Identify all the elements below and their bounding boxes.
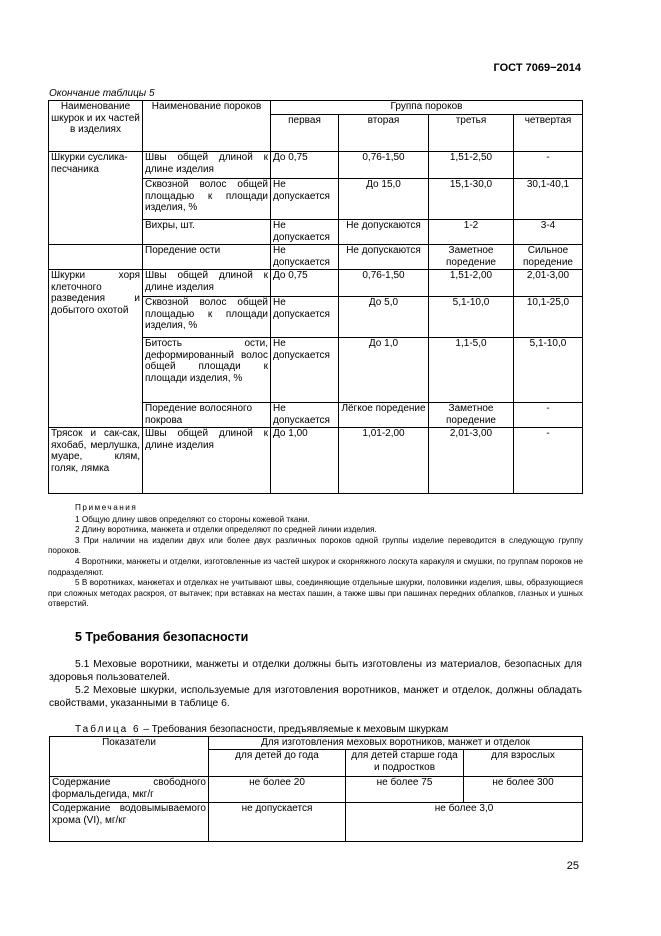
defect-name: Поредение волосяного покрова [143, 403, 271, 428]
value-third: 1,51-2,00 [429, 270, 514, 297]
value-first: Не допускается [271, 245, 339, 270]
defect-name: Сквозной волос общей площадью к площади изделия, % [143, 179, 271, 220]
defect-name: Вихры, шт. [143, 220, 271, 245]
value-second: До 5,0 [339, 297, 429, 338]
value-fourth: 30,1-40,1 [514, 179, 583, 220]
table-row [49, 428, 583, 494]
value-first: Не допускается [271, 220, 339, 245]
value-children-older: не более 75 [346, 777, 464, 803]
value-fourth: 5,1-10,0 [514, 338, 583, 403]
value-second: Не допускаются [339, 245, 429, 270]
th-children-small: для детей до года [209, 750, 346, 777]
indicator-name: Содержание свободного формальдегида, мкг/г [50, 777, 209, 803]
defect-name: Битость ости, деформированный волос общей площади к площади изделия, % [143, 338, 271, 403]
table6-caption-label: Таблица 6 [75, 724, 141, 735]
table-row [50, 777, 583, 803]
skin-name: Шкурки суслика-песчаника [49, 152, 143, 245]
note-3: 3 При наличии на изделии двух или более двух различных пороков одной группы изделие переводится в следующую группу пороков. [48, 535, 583, 556]
paragraph-5-1: 5.1 Меховые воротники, манжеты и отделки должны быть изготовлены из материалов, безопасных для здоровья пользователей. [49, 659, 582, 683]
defect-name: Швы общей длиной к длине изделия [143, 428, 271, 494]
table-row [49, 270, 583, 297]
paragraph-5-2: 5.2 Меховые шкурки, используемые для изготовления воротников, манжет и отделок, должны обладать свойствами, указанными в таблице 6. [49, 685, 582, 709]
defect-name: Поредение ости [143, 245, 271, 270]
note-4: 4 Воротники, манжеты и отделки, изготовленные из частей шкурок и скорняжного лоскута каракуля и смушки, по группам пороков не подразделяют. [48, 556, 583, 577]
value-second: Не допускаются [339, 220, 429, 245]
value-third: 2,01-3,00 [429, 428, 514, 494]
value-first: До 1,00 [271, 428, 339, 494]
defect-name: Сквозной волос общей площадью к площади изделия, % [143, 297, 271, 338]
value-third: 15,1-30,0 [429, 179, 514, 220]
value-fourth: - [514, 403, 583, 428]
th-skins: Наименование шкурок и их частей в изделиях [49, 101, 143, 152]
page-number: 25 [566, 860, 579, 872]
value-second: Лёгкое поредение [339, 403, 429, 428]
note-2: 2 Длину воротника, манжета и отделки определяют по средней линии изделия. [75, 525, 377, 535]
value-older-and-adults: не более 3,0 [346, 803, 583, 842]
value-fourth: - [514, 428, 583, 494]
value-first: Не допускается [271, 403, 339, 428]
value-third: 1,1-5,0 [429, 338, 514, 403]
table6-caption [75, 724, 448, 735]
th-for-manufacture: Для изготовления меховых воротников, манжет и отделок [209, 737, 583, 750]
standard-number: ГОСТ 7069−2014 [493, 62, 581, 74]
value-third: 5,1-10,0 [429, 297, 514, 338]
value-third: Заметное поредение [429, 245, 514, 270]
th-first: первая [271, 115, 339, 152]
value-fourth: - [514, 152, 583, 179]
th-defect-group: Группа пороков [271, 101, 583, 115]
table-row [49, 245, 583, 270]
th-adults: для взрослых [464, 750, 583, 777]
value-third: Заметное поредение [429, 403, 514, 428]
table-row [49, 152, 583, 179]
th-fourth: четвертая [514, 115, 583, 152]
value-second: До 15,0 [339, 179, 429, 220]
notes [48, 503, 583, 610]
defect-name: Швы общей длиной к длине изделия [143, 152, 271, 179]
indicator-name: Содержание водовымываемого хрома (VI), мг/кг [50, 803, 209, 842]
value-third: 1-2 [429, 220, 514, 245]
value-first: Не допускается [271, 338, 339, 403]
value-children-small: не допускается [209, 803, 346, 842]
table5-caption: Окончание таблицы 5 [49, 88, 155, 99]
value-second: 0,76-1,50 [339, 152, 429, 179]
value-second: 0,76-1,50 [339, 270, 429, 297]
note-5: 5 В воротниках, манжетах и отделках не учитывают швы, соединяющие отдельные шкурки, половинки изделия, швы, образующиеся при сложных методах раскроя, от вытачек; при вставках на местах пашин, а также швы при пашинах передних облапков, глазных и ушных отверстий. [48, 578, 583, 609]
th-second: вторая [339, 115, 429, 152]
table6 [49, 736, 583, 842]
value-children-small: не более 20 [209, 777, 346, 803]
value-fourth: Сильное поредение [514, 245, 583, 270]
value-first: Не допускается [271, 179, 339, 220]
value-fourth: 2,01-3,00 [514, 270, 583, 297]
note-1: 1 Общую длину швов определяют со стороны кожевой ткани. [75, 514, 310, 524]
notes-heading: Примечания [75, 503, 138, 512]
table-row [50, 803, 583, 842]
value-first: Не допускается [271, 297, 339, 338]
value-second: 1,01-2,00 [339, 428, 429, 494]
value-first: До 0,75 [271, 270, 339, 297]
th-indicators: Показатели [50, 737, 209, 777]
value-first: До 0,75 [271, 152, 339, 179]
th-defects: Наименование пороков [143, 101, 271, 152]
value-fourth: 10,1-25,0 [514, 297, 583, 338]
value-adults: не более 300 [464, 777, 583, 803]
th-third: третья [429, 115, 514, 152]
skin-name: Шкурки хоря клеточного разведения и добытого охотой [49, 270, 143, 428]
skin-name: Трясок и сак-сак, яхобаб, мерлушка, муаре, клям, голяк, лямка [49, 428, 143, 494]
table5 [48, 100, 583, 494]
defect-name: Швы общей длиной к длине изделия [143, 270, 271, 297]
skin-name-empty [49, 245, 143, 270]
value-second: До 1,0 [339, 338, 429, 403]
section-title: 5 Требования безопасности [75, 630, 249, 644]
value-fourth: 3-4 [514, 220, 583, 245]
table6-caption-text: – Требования безопасности, предъявляемые к меховым шкуркам [140, 724, 449, 735]
value-third: 1,51-2,50 [429, 152, 514, 179]
th-children-older: для детей старше года и подростков [346, 750, 464, 777]
